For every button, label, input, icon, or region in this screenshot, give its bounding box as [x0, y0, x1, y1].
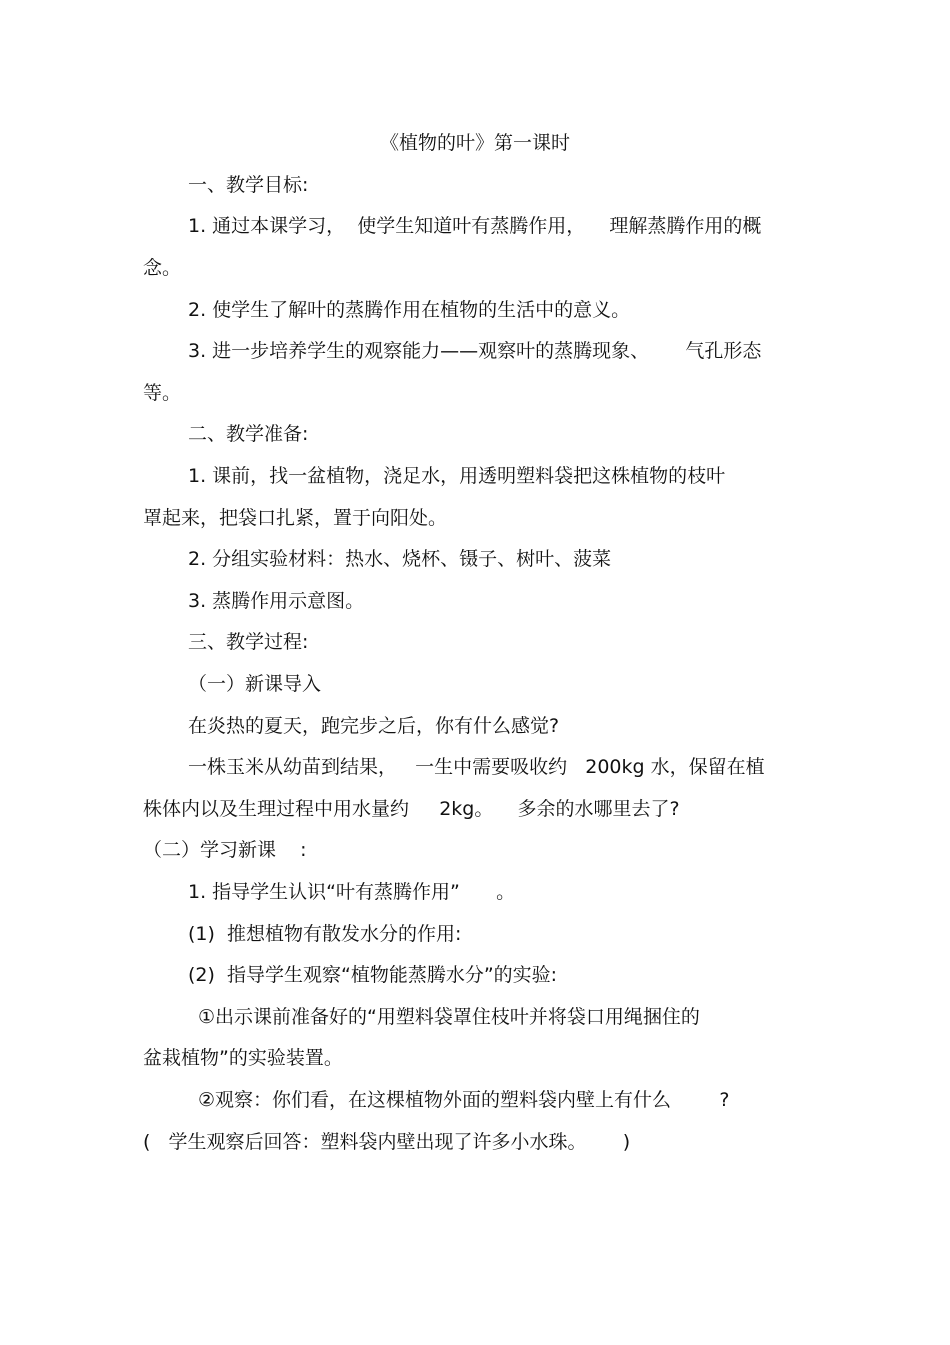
- document-title: 《植物的叶》第一课时: [379, 132, 570, 154]
- paragraph-line: 盆栽植物”的实验装置。: [143, 1047, 343, 1069]
- section-heading-process: 三、教学过程:: [188, 631, 309, 653]
- paragraph-line: ②观察：你们看，在这棵植物外面的塑料袋内壁上有什么 ?: [198, 1089, 730, 1111]
- paragraph-line: 3. 蒸腾作用示意图。: [188, 590, 365, 612]
- paragraph-line: 1. 通过本课学习， 使学生知道叶有蒸腾作用， 理解蒸腾作用的概: [188, 215, 762, 237]
- paragraph-line: (1) 推想植物有散发水分的作用:: [188, 923, 462, 945]
- section-heading-preparation: 二、教学准备:: [188, 423, 309, 445]
- paragraph-line: 1. 指导学生认识“叶有蒸腾作用” 。: [188, 881, 516, 903]
- paragraph-line: ( 学生观察后回答：塑料袋内壁出现了许多小水珠。 ): [143, 1131, 631, 1153]
- paragraph-line: (2) 指导学生观察“植物能蒸腾水分”的实验:: [188, 964, 558, 986]
- subsection-heading: （一）新课导入: [188, 673, 322, 695]
- paragraph-line: 一株玉米从幼苗到结果， 一生中需要吸收约 200kg 水，保留在植: [188, 756, 765, 778]
- paragraph-line: 2. 分组实验材料：热水、烧杯、镊子、树叶、菠菜: [188, 548, 612, 570]
- paragraph-line: 罩起来，把袋口扎紧，置于向阳处。: [143, 507, 448, 529]
- section-heading-objectives: 一、教学目标:: [188, 174, 309, 196]
- paragraph-line: 在炎热的夏天，跑完步之后，你有什么感觉?: [188, 715, 560, 737]
- paragraph-line: 等。: [143, 382, 182, 404]
- paragraph-line: 株体内以及生理过程中用水量约 2kg。 多余的水哪里去了?: [143, 798, 680, 820]
- paragraph-line: ①出示课前准备好的“用塑料袋罩住枝叶并将袋口用绳捆住的: [198, 1006, 700, 1028]
- paragraph-line: 念。: [143, 257, 182, 279]
- paragraph-line: 2. 使学生了解叶的蒸腾作用在植物的生活中的意义。: [188, 299, 631, 321]
- subsection-heading: （二）学习新课 :: [143, 839, 307, 861]
- paragraph-line: 1. 课前，找一盆植物，浇足水，用透明塑料袋把这株植物的枝叶: [188, 465, 726, 487]
- paragraph-line: 3. 进一步培养学生的观察能力——观察叶的蒸腾现象、 气孔形态: [188, 340, 762, 362]
